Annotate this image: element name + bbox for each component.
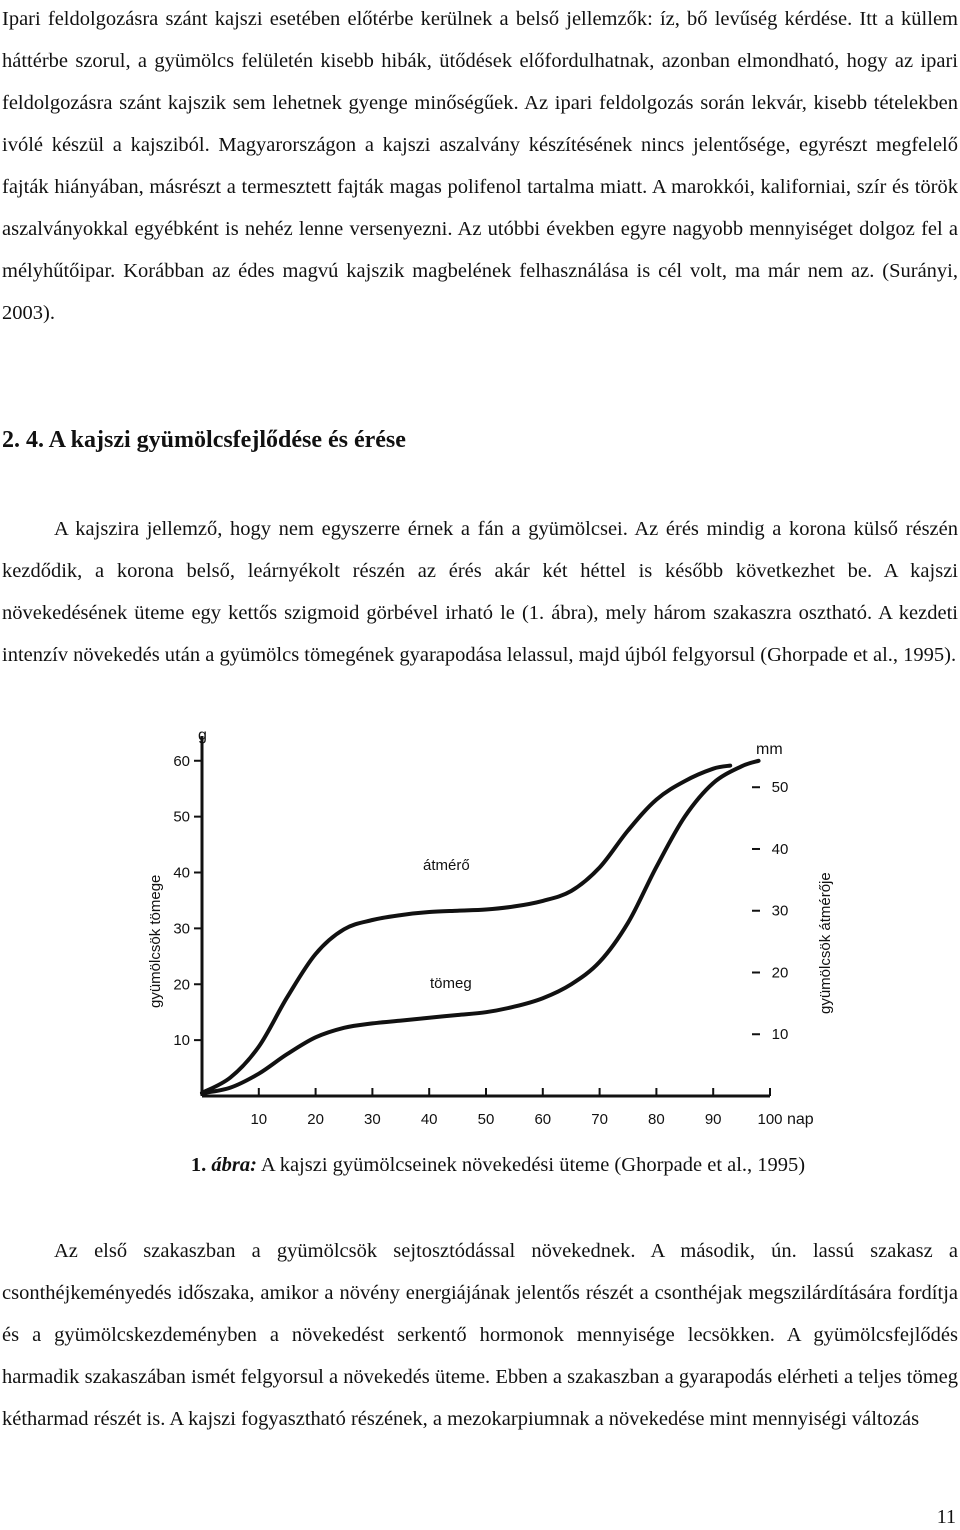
page-number: 11 xyxy=(936,1506,956,1528)
x-tick-label: 60 xyxy=(534,1111,552,1128)
x-tick-label: 90 xyxy=(704,1111,722,1128)
right-axis-label: gyümölcsök átmérője xyxy=(817,872,834,1014)
mass-curve xyxy=(202,761,759,1093)
caption-label xyxy=(191,1154,257,1176)
curve-label-diameter: átmérő xyxy=(423,857,470,874)
caption-label-number: 1. xyxy=(190,1154,207,1176)
left-tick-label: 60 xyxy=(173,752,190,770)
left-tick-label: 20 xyxy=(173,976,190,994)
right-tick-label: 10 xyxy=(771,1026,789,1044)
left-axis-ticks xyxy=(173,753,202,1049)
x-tick-label: 30 xyxy=(364,1111,381,1128)
paragraph-ripening xyxy=(2,508,958,676)
paragraph-text: Ipari feldolgozásra szánt kajszi esetében előtérbe kerülnek a belső jellemzők: íz, bő levűség kérdése. Itt a küllem háttérbe szorul, a gyümölcs felületén kisebb hibák, ütődések előfordulhatnak, azonban elmondható, hogy az ipari feldolgozásra szánt kajszik sem lehetnek gyenge minőségűek. Az ipari feldolgozás során lekvár, kisebb tételekben ivólé készül a kajsziból. Magyarországon a kajszi aszalvány készítésének nincs jelentősége, egyrészt megfelelő fajták hiányában, másrészt a termesztett fajták magas polifenol tartalma miatt. A marokkói, kaliforniai, szír és török aszalványokkal egyébként is nehéz lenne versenyezni. Az utóbbi években egyre nagyobb mennyiséget dolgoz fel a mélyhűtőipar. Korábban az édes magvú kajszik magbelének felhasználása is cél volt, ma már nem az. (Surányi, 2003). xyxy=(2,8,958,324)
x-tick-label: 20 xyxy=(307,1111,324,1128)
x-tick-label: 100 xyxy=(757,1111,783,1128)
right-axis-unit: mm xyxy=(756,741,783,758)
paragraph-text: Az első szakaszban a gyümölcsök sejtosztódással növekednek. A második, ún. lassú szakasz a csonthéjkeményedés időszaka, amikor a növény energiájának jelentős részét a csonthéjak megszilárdítására fordítja és a gyümölcskezdeményben a növekedést serkentő hormonok mennyisége lecsökken. A gyümölcsfejlődés harmadik szakaszában ismét felgyorsul a növekedés üteme. Ebben a szakaszban a gyarapodás elérheti a teljes tömeg kétharmad részét is. A kajszi fogyasztható részének, a mezokarpiumnak a növekedése mint mennyiségi változás xyxy=(2,1240,958,1430)
x-tick-label: 50 xyxy=(477,1111,495,1128)
paragraph-industrial-processing xyxy=(2,0,958,334)
growth-chart xyxy=(140,726,840,1136)
left-axis-unit: g xyxy=(198,727,207,744)
section-heading: 2. 4. A kajszi gyümölcsfejlődése és érése xyxy=(2,427,406,453)
left-tick-label: 40 xyxy=(173,864,190,882)
right-tick-label: 40 xyxy=(771,840,789,858)
figure-caption xyxy=(0,1150,960,1180)
growth-figure xyxy=(140,726,840,1136)
diameter-curve xyxy=(202,766,730,1093)
right-tick-label: 50 xyxy=(771,779,789,797)
paragraph-text: A kajszira jellemző, hogy nem egyszerre érnek a fán a gyümölcsei. Az érés mindig a korona külső részén kezdődik, a korona belső, leárnyékolt részén az érés akár két héttel is később következhet be. A kajszi növekedésének üteme egy kettős szigmoid görbével irható le (1. ábra), mely három szakaszra osztható. A kezdeti intenzív növekedés után a gyümölcs tömegének gyarapodása lelassul, majd újból felgyorsul (Ghorpade et al., 1995). xyxy=(2,518,958,666)
x-tick-label: 70 xyxy=(591,1111,608,1128)
right-tick-label: 20 xyxy=(771,964,789,982)
left-axis-label: gyümölcsök tömege xyxy=(147,874,164,1008)
x-tick-label: 40 xyxy=(420,1111,438,1128)
caption-label-word: ábra: xyxy=(211,1154,257,1176)
x-tick-label: 80 xyxy=(648,1111,665,1128)
caption-text: A kajszi gyümölcseinek növekedési üteme (Ghorpade et al., 1995) xyxy=(256,1154,806,1176)
curve-label-mass: tömeg xyxy=(430,975,472,992)
left-tick-label: 50 xyxy=(173,808,190,826)
right-axis-ticks xyxy=(752,779,788,1043)
paragraph-growth-stages xyxy=(2,1230,958,1440)
x-tick-label: 10 xyxy=(250,1111,268,1128)
x-axis-ticks xyxy=(250,1088,782,1128)
growth-curves xyxy=(202,761,759,1093)
left-tick-label: 10 xyxy=(173,1032,190,1050)
left-tick-label: 30 xyxy=(173,920,190,938)
right-tick-label: 30 xyxy=(771,902,789,920)
x-axis-unit: nap xyxy=(787,1111,814,1128)
